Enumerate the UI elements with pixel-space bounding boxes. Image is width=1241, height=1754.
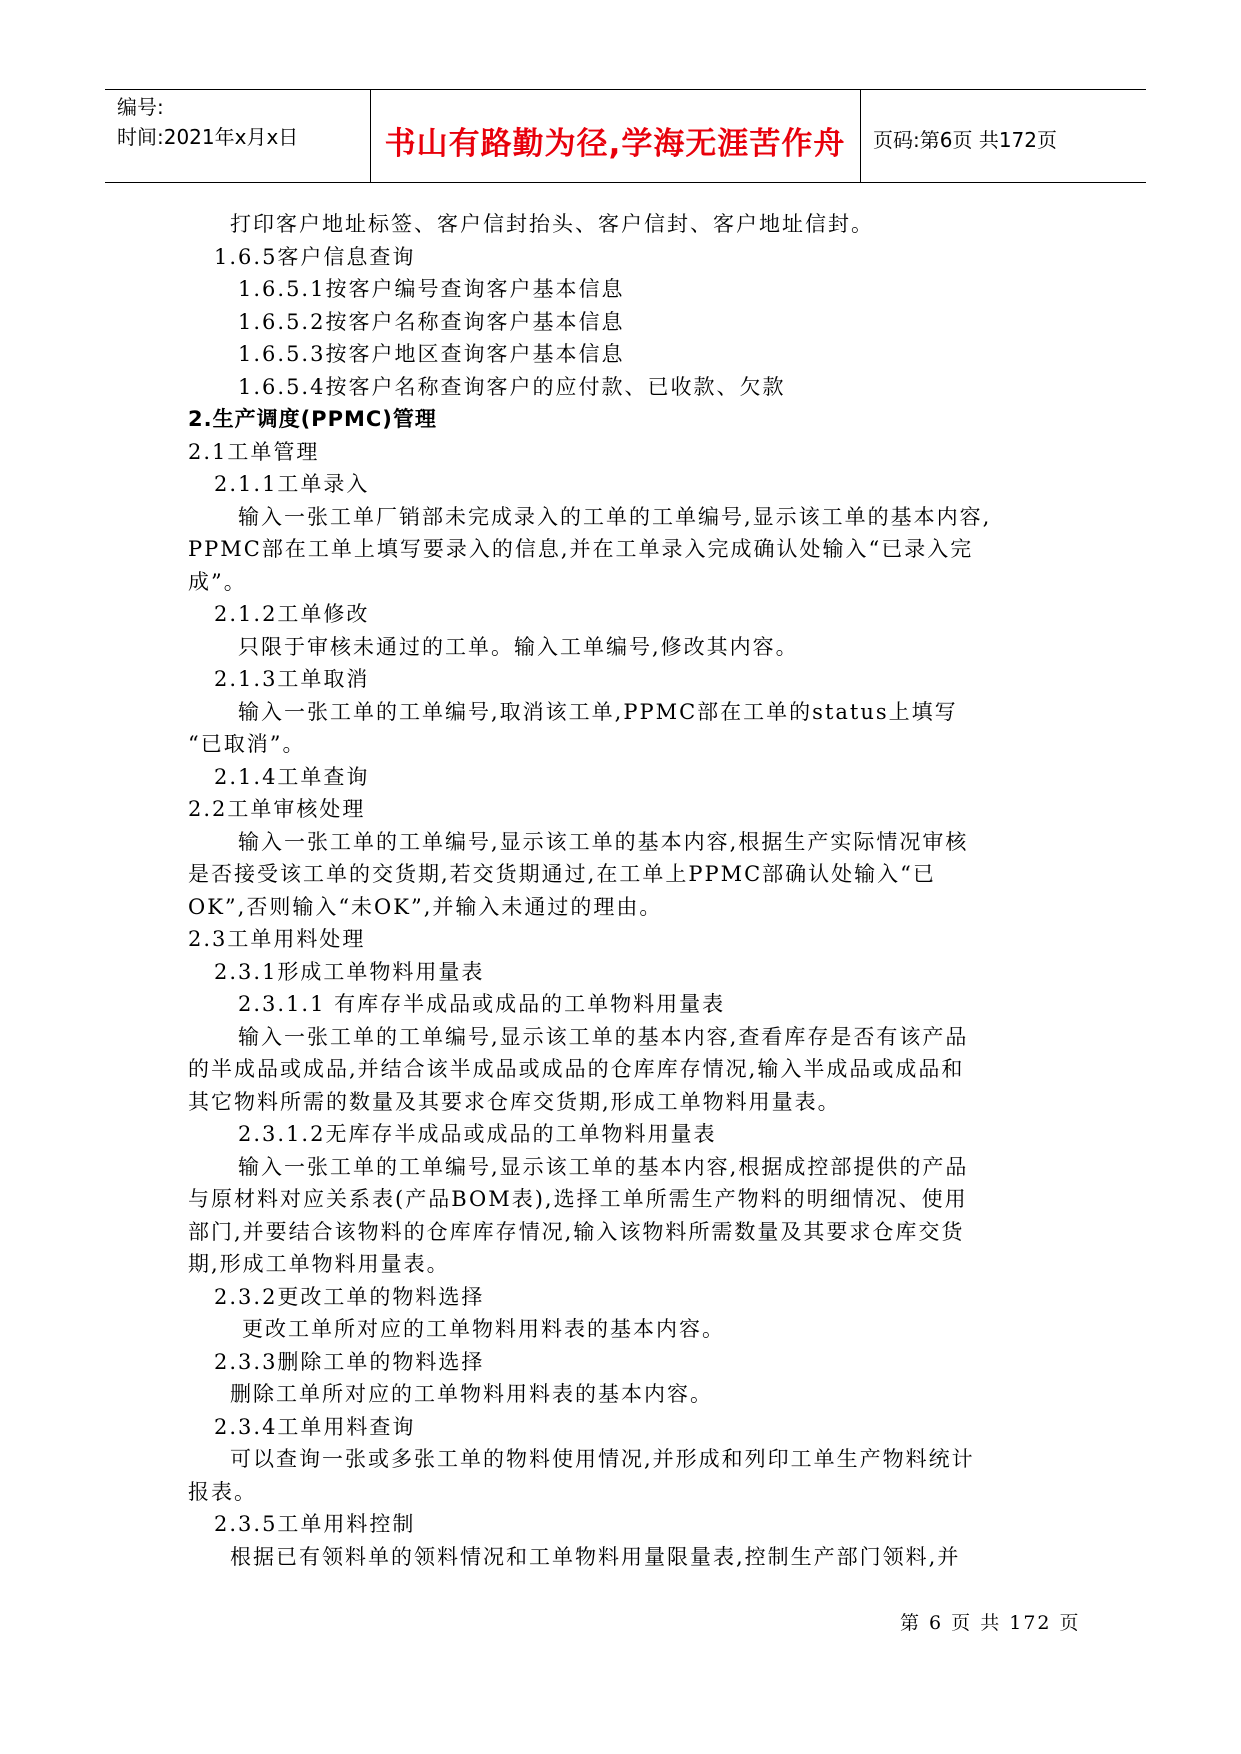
body-line: 输入一张工单的工单编号,显示该工单的基本内容,根据生产实际情况审核 bbox=[238, 829, 969, 854]
body-line: PPMC部在工单上填写要录入的信息,并在工单录入完成确认处输入“已录入完 bbox=[188, 537, 974, 561]
body-line: 2.3.1形成工单物料用量表 bbox=[214, 959, 485, 984]
body-line: 2.3.4工单用料查询 bbox=[214, 1414, 416, 1439]
body-line: 输入一张工单的工单编号,取消该工单,PPMC部在工单的status上填写 bbox=[238, 699, 958, 724]
header-bottom-rule bbox=[105, 182, 1146, 183]
body-line: 更改工单所对应的工单物料用料表的基本内容。 bbox=[242, 1317, 725, 1341]
body-line: 期,形成工单物料用量表。 bbox=[188, 1252, 450, 1276]
header-page-info: 页码:第6页 共172页 bbox=[873, 128, 1057, 152]
document-body bbox=[188, 208, 1058, 1573]
body-line: 可以查询一张或多张工单的物料使用情况,并形成和列印工单生产物料统计 bbox=[230, 1447, 975, 1471]
body-line: 2.3.3删除工单的物料选择 bbox=[214, 1349, 485, 1374]
body-line: 根据已有领料单的领料情况和工单物料用量限量表,控制生产部门领料,并 bbox=[230, 1544, 961, 1569]
body-line: 2.1.1工单录入 bbox=[214, 472, 370, 496]
body-line: 1.6.5客户信息查询 bbox=[214, 244, 416, 269]
body-line: 1.6.5.1按客户编号查询客户基本信息 bbox=[238, 277, 625, 301]
body-line: 2.3.1.2无库存半成品或成品的工单物料用量表 bbox=[238, 1122, 717, 1146]
page-footer: 第 6 页 共 172 页 bbox=[900, 1612, 1081, 1634]
body-line: 是否接受该工单的交货期,若交货期通过,在工单上PPMC部确认处输入“已 bbox=[188, 862, 936, 886]
header-meta bbox=[117, 92, 298, 152]
doc-number-label: 编号: bbox=[117, 95, 164, 119]
body-line: 部门,并要结合该物料的仓库库存情况,输入该物料所需数量及其要求仓库交货 bbox=[188, 1219, 965, 1244]
body-line: 2.1.2工单修改 bbox=[214, 602, 370, 626]
header-divider-right bbox=[860, 90, 861, 183]
body-line: 其它物料所需的数量及其要求仓库交货期,形成工单物料用量表。 bbox=[188, 1089, 841, 1114]
body-line: 2.1.4工单查询 bbox=[214, 764, 370, 789]
body-line: 1.6.5.3按客户地区查询客户基本信息 bbox=[238, 342, 625, 366]
body-line: 输入一张工单的工单编号,显示该工单的基本内容,查看库存是否有该产品 bbox=[238, 1024, 969, 1049]
page-header bbox=[0, 0, 1241, 190]
body-line: 2.1工单管理 bbox=[188, 439, 320, 464]
section-heading: 2.生产调度(PPMC)管理 bbox=[188, 407, 437, 431]
body-line: 成”。 bbox=[188, 569, 247, 594]
header-top-rule bbox=[105, 89, 1146, 90]
body-line: 输入一张工单厂销部未完成录入的工单的工单编号,显示该工单的基本内容, bbox=[238, 504, 992, 529]
body-line: 打印客户地址标签、客户信封抬头、客户信封、客户地址信封。 bbox=[230, 212, 874, 236]
body-line: 报表。 bbox=[188, 1479, 257, 1504]
body-line: 删除工单所对应的工单物料用料表的基本内容。 bbox=[230, 1382, 713, 1406]
body-line: 的半成品或成品,并结合该半成品或成品的仓库库存情况,输入半成品或成品和 bbox=[188, 1057, 965, 1081]
header-motto: 书山有路勤为径,学海无涯苦作舟 bbox=[384, 126, 846, 162]
body-line: 1.6.5.2按客户名称查询客户基本信息 bbox=[238, 309, 625, 334]
body-line: 2.3工单用料处理 bbox=[188, 927, 366, 951]
doc-time-label: 时间:2021年x月x日 bbox=[117, 125, 299, 149]
body-line: 2.3.5工单用料控制 bbox=[214, 1512, 416, 1536]
body-line: OK”,否则输入“未OK”,并输入未通过的理由。 bbox=[188, 894, 663, 919]
body-line: 输入一张工单的工单编号,显示该工单的基本内容,根据成控部提供的产品 bbox=[238, 1154, 969, 1179]
body-line: 与原材料对应关系表(产品BOM表),选择工单所需生产物料的明细情况、使用 bbox=[188, 1187, 968, 1211]
body-line: 1.6.5.4按客户名称查询客户的应付款、已收款、欠款 bbox=[238, 374, 786, 399]
body-line: 2.2工单审核处理 bbox=[188, 797, 366, 821]
body-line: 只限于审核未通过的工单。输入工单编号,修改其内容。 bbox=[238, 634, 799, 659]
body-line: 2.3.2更改工单的物料选择 bbox=[214, 1284, 485, 1309]
body-line: 2.3.1.1 有库存半成品或成品的工单物料用量表 bbox=[238, 992, 726, 1016]
body-line: “已取消”。 bbox=[188, 732, 306, 756]
body-line: 2.1.3工单取消 bbox=[214, 667, 370, 691]
